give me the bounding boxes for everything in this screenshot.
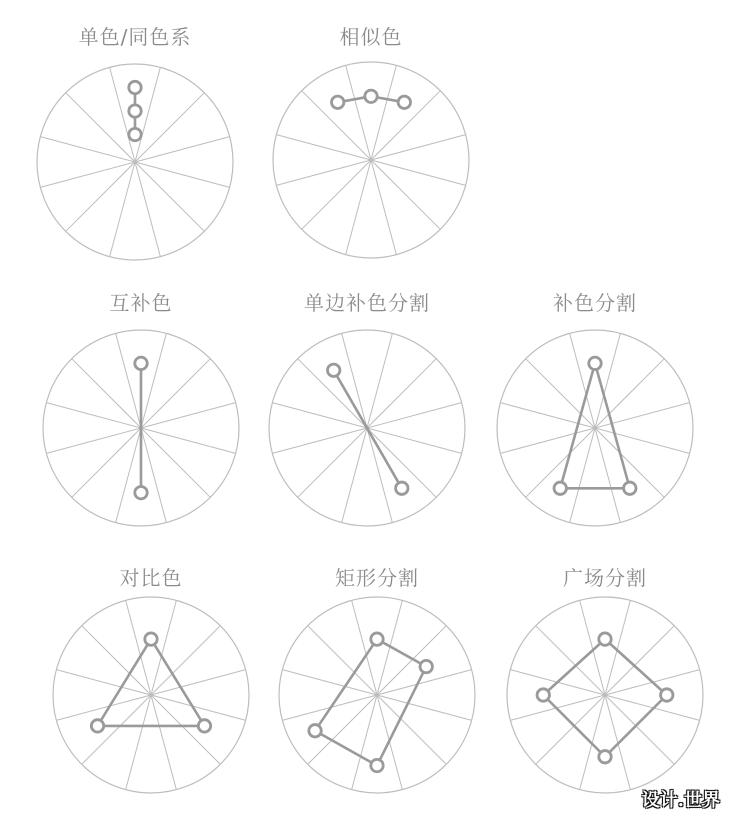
wheel-spoke <box>526 359 595 428</box>
wheel-spoke <box>371 160 396 255</box>
scheme-node <box>135 357 147 369</box>
scheme-node <box>554 482 566 494</box>
wheel-spoke <box>367 428 462 453</box>
wheel-spoke <box>377 695 472 720</box>
wheel-spoke <box>536 626 605 695</box>
wheel-title: 单边补色分割 <box>304 291 430 315</box>
scheme-node <box>624 482 636 494</box>
scheme-node <box>145 633 157 645</box>
wheel-title: 补色分割 <box>553 291 637 315</box>
scheme-node <box>599 633 611 645</box>
wheel-spoke <box>371 65 396 160</box>
wheel-spoke <box>298 428 367 497</box>
wheel-spoke <box>126 695 151 790</box>
wheel-spoke <box>302 160 371 229</box>
wheel-spoke <box>352 695 377 790</box>
wheel-spoke <box>605 626 674 695</box>
wheel-spoke <box>141 428 210 497</box>
wheel-spoke <box>56 670 151 695</box>
wheel-1 <box>37 25 233 260</box>
wheel-title: 互补色 <box>109 291 173 315</box>
scheme-node <box>129 128 141 140</box>
scheme-node <box>420 660 432 672</box>
wheel-spoke <box>346 160 371 255</box>
wheel-spoke <box>276 135 371 160</box>
wheel-spoke <box>308 626 377 695</box>
wheel-spoke <box>141 428 236 453</box>
wheel-spoke <box>352 600 377 695</box>
wheel-title: 矩形分割 <box>335 566 419 590</box>
wheel-spoke <box>371 160 466 185</box>
scheme-node <box>537 689 549 701</box>
wheel-spoke <box>82 626 151 695</box>
wheel-spoke <box>605 695 674 764</box>
wheel-spoke <box>282 670 377 695</box>
wheel-spoke <box>40 137 135 162</box>
wheel-spoke <box>135 93 204 162</box>
wheel-spoke <box>116 333 141 428</box>
wheel-spoke <box>72 428 141 497</box>
wheel-spoke <box>580 600 605 695</box>
wheel-spoke <box>116 428 141 523</box>
scheme-node <box>129 105 141 117</box>
scheme-connector <box>334 370 402 488</box>
wheel-3 <box>43 291 239 526</box>
wheel-spoke <box>66 93 135 162</box>
scheme-node <box>371 759 383 771</box>
wheel-spoke <box>500 428 595 453</box>
wheel-title: 相似色 <box>339 25 403 49</box>
scheme-node <box>599 751 611 763</box>
wheel-spoke <box>367 428 392 523</box>
scheme-connector <box>543 639 666 757</box>
wheel-6 <box>53 566 249 793</box>
wheel-spoke <box>342 428 367 523</box>
wheel-spoke <box>135 137 230 162</box>
wheel-spoke <box>367 333 392 428</box>
scheme-node <box>396 482 408 494</box>
wheel-4 <box>269 291 465 526</box>
wheel-spoke <box>276 160 371 185</box>
scheme-connector <box>98 639 205 726</box>
wheel-spoke <box>346 65 371 160</box>
scheme-node <box>135 486 147 498</box>
scheme-node <box>327 364 339 376</box>
wheel-title: 广场分割 <box>563 566 647 590</box>
wheel-spoke <box>141 333 166 428</box>
scheme-connector <box>560 363 630 488</box>
scheme-node <box>661 689 673 701</box>
wheel-spoke <box>135 162 230 187</box>
wheel-title: 对比色 <box>119 566 183 590</box>
wheel-spoke <box>141 428 166 523</box>
wheel-spoke <box>46 428 141 453</box>
wheel-spoke <box>595 428 690 453</box>
scheme-node <box>129 81 141 93</box>
wheel-spoke <box>151 626 220 695</box>
scheme-connector <box>315 639 426 766</box>
wheel-spoke <box>536 695 605 764</box>
wheel-title: 单色/同色系 <box>78 25 192 49</box>
wheel-spoke <box>272 428 367 453</box>
wheel-spoke <box>377 626 446 695</box>
scheme-node <box>398 96 410 108</box>
wheel-spoke <box>72 359 141 428</box>
wheel-spoke <box>66 162 135 231</box>
wheel-spoke <box>367 403 462 428</box>
wheel-spoke <box>371 160 440 229</box>
watermark: 设计.世界 <box>641 790 720 811</box>
wheel-spoke <box>151 670 246 695</box>
wheel-spoke <box>135 162 160 257</box>
scheme-node <box>331 96 343 108</box>
wheel-8 <box>507 566 703 793</box>
wheel-spoke <box>605 600 630 695</box>
wheel-spoke <box>371 135 466 160</box>
scheme-node <box>371 633 383 645</box>
scheme-node <box>198 720 210 732</box>
wheel-spoke <box>342 333 367 428</box>
scheme-node <box>589 357 601 369</box>
wheel-2 <box>273 25 469 258</box>
wheel-spoke <box>141 359 210 428</box>
scheme-node <box>309 725 321 737</box>
wheel-spoke <box>595 359 664 428</box>
wheel-spoke <box>151 695 176 790</box>
wheel-spoke <box>135 162 204 231</box>
wheel-spoke <box>40 162 135 187</box>
wheel-spoke <box>141 403 236 428</box>
wheel-5 <box>497 291 693 526</box>
wheel-spoke <box>272 403 367 428</box>
scheme-node <box>365 90 377 102</box>
scheme-node <box>91 720 103 732</box>
wheel-7 <box>279 566 475 793</box>
wheel-spoke <box>110 162 135 257</box>
wheel-spoke <box>377 695 446 764</box>
wheel-spoke <box>46 403 141 428</box>
wheel-spoke <box>367 359 436 428</box>
